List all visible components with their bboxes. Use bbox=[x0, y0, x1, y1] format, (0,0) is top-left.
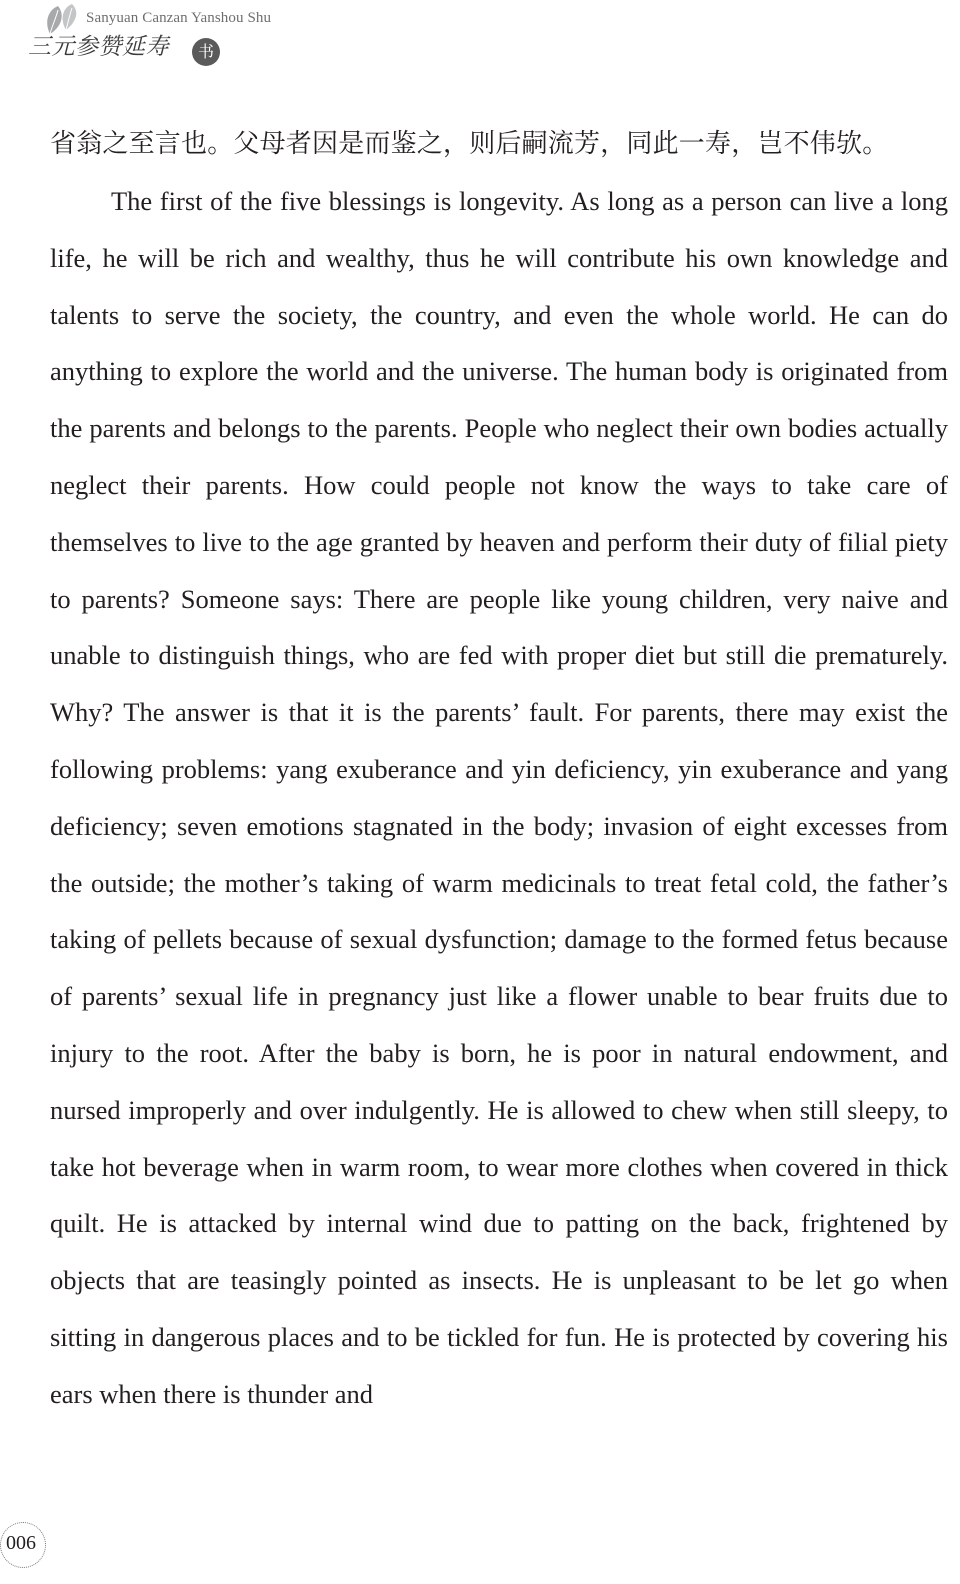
book-title-seal: 书 bbox=[192, 38, 220, 66]
english-paragraph: The first of the five blessings is longevity. As long as a person can live a long life, he will be rich and wealthy, thus he will contribute his own knowledge and talents to serve the society, the country, and even the whole world. He can do anything to explore the world and the universe. The human body is originated from the parents and belongs to the parents. People who neglect their own bodies actually neglect their parents. How could people not know the ways to take care of themselves to live to the age granted by heaven and perform their duty of filial piety to parents? Someone says: There are people like young children, very naive and unable to distinguish things, who are fed with proper diet but still die prematurely. Why? The answer is that it is the parents’ fault. For parents, there may exist the following problems: yang exuberance and yin deficiency, yin exuberance and yang deficiency; seven emotions stagnated in the body; invasion of eight excesses from the outside; the mother’s taking of warm medicinals to treat fetal cold, the father’s taking of pellets because of sexual dysfunction; damage to the formed fetus because of parents’ sexual life in pregnancy just like a flower unable to bear fruits due to injury to the root. After the baby is born, he is poor in natural endowment, and nursed improperly and over indulgently. He is allowed to chew when still sleepy, to take hot beverage when in warm room, to wear more clothes when covered in thick quilt. He is attacked by internal wind due to patting on the back, frightened by objects that are teasingly pointed as insects. He is unpleasant to be let go when sitting in dangerous places and to be tickled for fun. He is protected by covering his ears when there is thunder and bbox=[50, 186, 948, 1409]
page-number: 006 bbox=[6, 1532, 36, 1554]
book-title-pinyin: Sanyuan Canzan Yanshou Shu bbox=[86, 10, 272, 26]
book-title-chinese: 三元参赞延寿 bbox=[28, 34, 169, 60]
chinese-text-line: 省翁之至言也。父母者因是而鉴之，则后嗣流芳，同此一寿，岂不伟欤。 bbox=[50, 129, 889, 159]
page-content bbox=[50, 116, 948, 1423]
page-number-badge bbox=[0, 1522, 48, 1570]
running-header bbox=[0, 0, 320, 80]
